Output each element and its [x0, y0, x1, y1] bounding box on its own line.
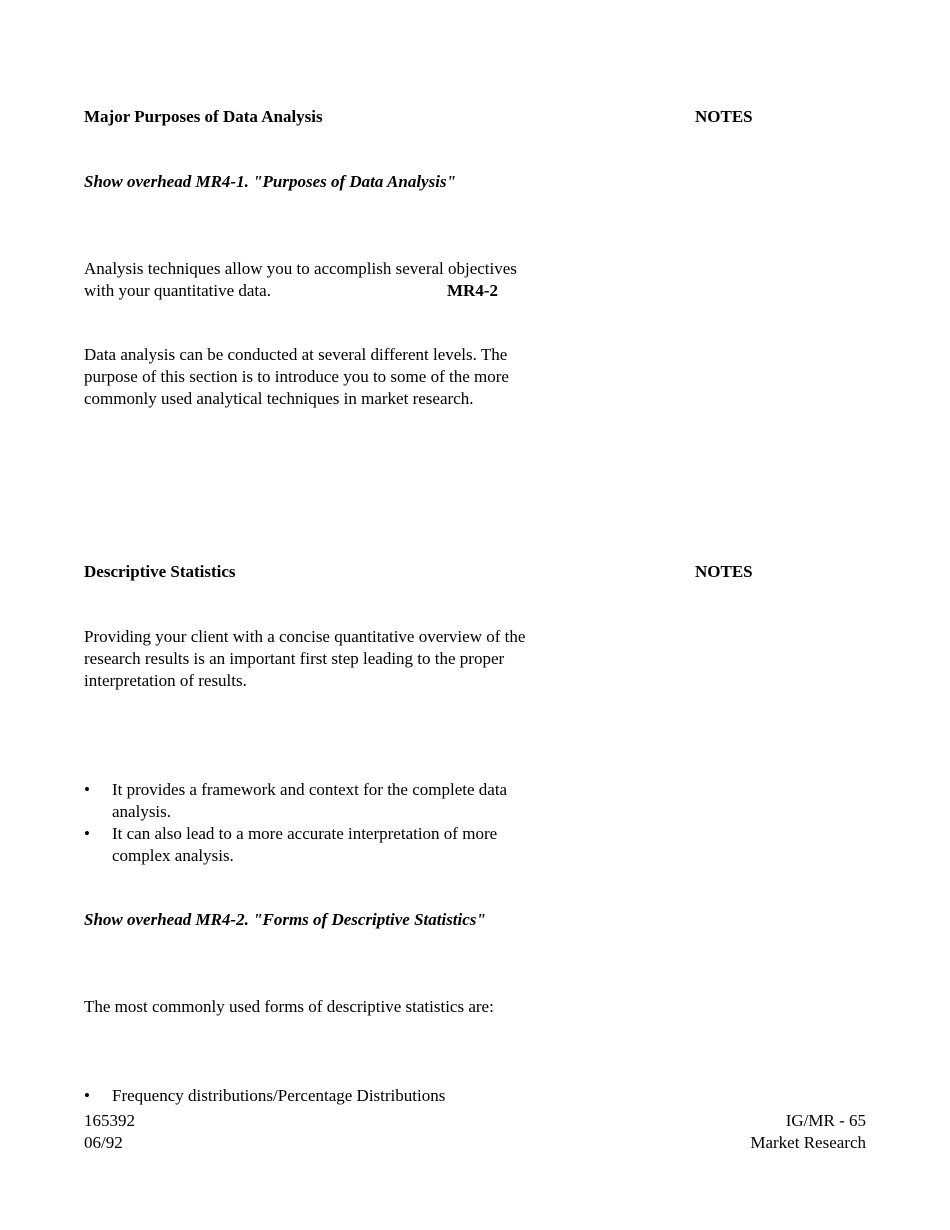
list-item-line: Frequency distributions/Percentage Distributions	[112, 1086, 446, 1105]
section-heading-descriptive-statistics: Descriptive Statistics	[84, 562, 236, 581]
list-item-line: analysis.	[112, 802, 172, 821]
doc-number: 165392	[84, 1111, 135, 1130]
paragraph-line: interpretation of results.	[84, 671, 247, 690]
list-item	[84, 823, 584, 867]
footer-left	[84, 1110, 135, 1154]
list-item	[84, 1085, 584, 1107]
paragraph-client-overview	[84, 626, 584, 692]
paragraph-analysis-techniques	[84, 258, 584, 302]
paragraph-data-analysis-levels	[84, 344, 584, 410]
page-reference: IG/MR - 65	[785, 1111, 866, 1130]
notes-label: NOTES	[695, 562, 753, 581]
paragraph-common-forms: The most commonly used forms of descriptive statistics are:	[84, 997, 494, 1016]
list-item	[84, 779, 584, 823]
overhead-instruction: Show overhead MR4-2. "Forms of Descriptive Statistics"	[84, 910, 486, 929]
doc-date: 06/92	[84, 1133, 123, 1152]
paragraph-line: Data analysis can be conducted at several different levels. The	[84, 345, 508, 364]
overhead-reference: MR4-2	[447, 281, 498, 300]
bullet-marker: •	[84, 1086, 90, 1105]
paragraph-line: purpose of this section is to introduce you to some of the more	[84, 367, 509, 386]
overhead-instruction: Show overhead MR4-1. "Purposes of Data Analysis"	[84, 172, 456, 191]
paragraph-line: Analysis techniques allow you to accomplish several objectives	[84, 259, 517, 278]
section-heading-purposes: Major Purposes of Data Analysis	[84, 107, 323, 126]
course-name: Market Research	[750, 1133, 866, 1152]
paragraph-line: research results is an important first step leading to the proper	[84, 649, 505, 668]
list-item-line: complex analysis.	[112, 846, 234, 865]
notes-label: NOTES	[695, 107, 753, 126]
paragraph-line: commonly used analytical techniques in market research.	[84, 389, 474, 408]
paragraph-line-with-ref	[84, 280, 584, 302]
paragraph-line: with your quantitative data.	[84, 281, 271, 300]
list-item-line: It can also lead to a more accurate interpretation of more	[112, 824, 498, 843]
footer-right	[750, 1110, 866, 1154]
bullet-marker: •	[84, 780, 90, 799]
list-item-line: It provides a framework and context for the complete data	[112, 780, 508, 799]
bullet-marker: •	[84, 824, 90, 843]
paragraph-line: Providing your client with a concise quantitative overview of the	[84, 627, 526, 646]
